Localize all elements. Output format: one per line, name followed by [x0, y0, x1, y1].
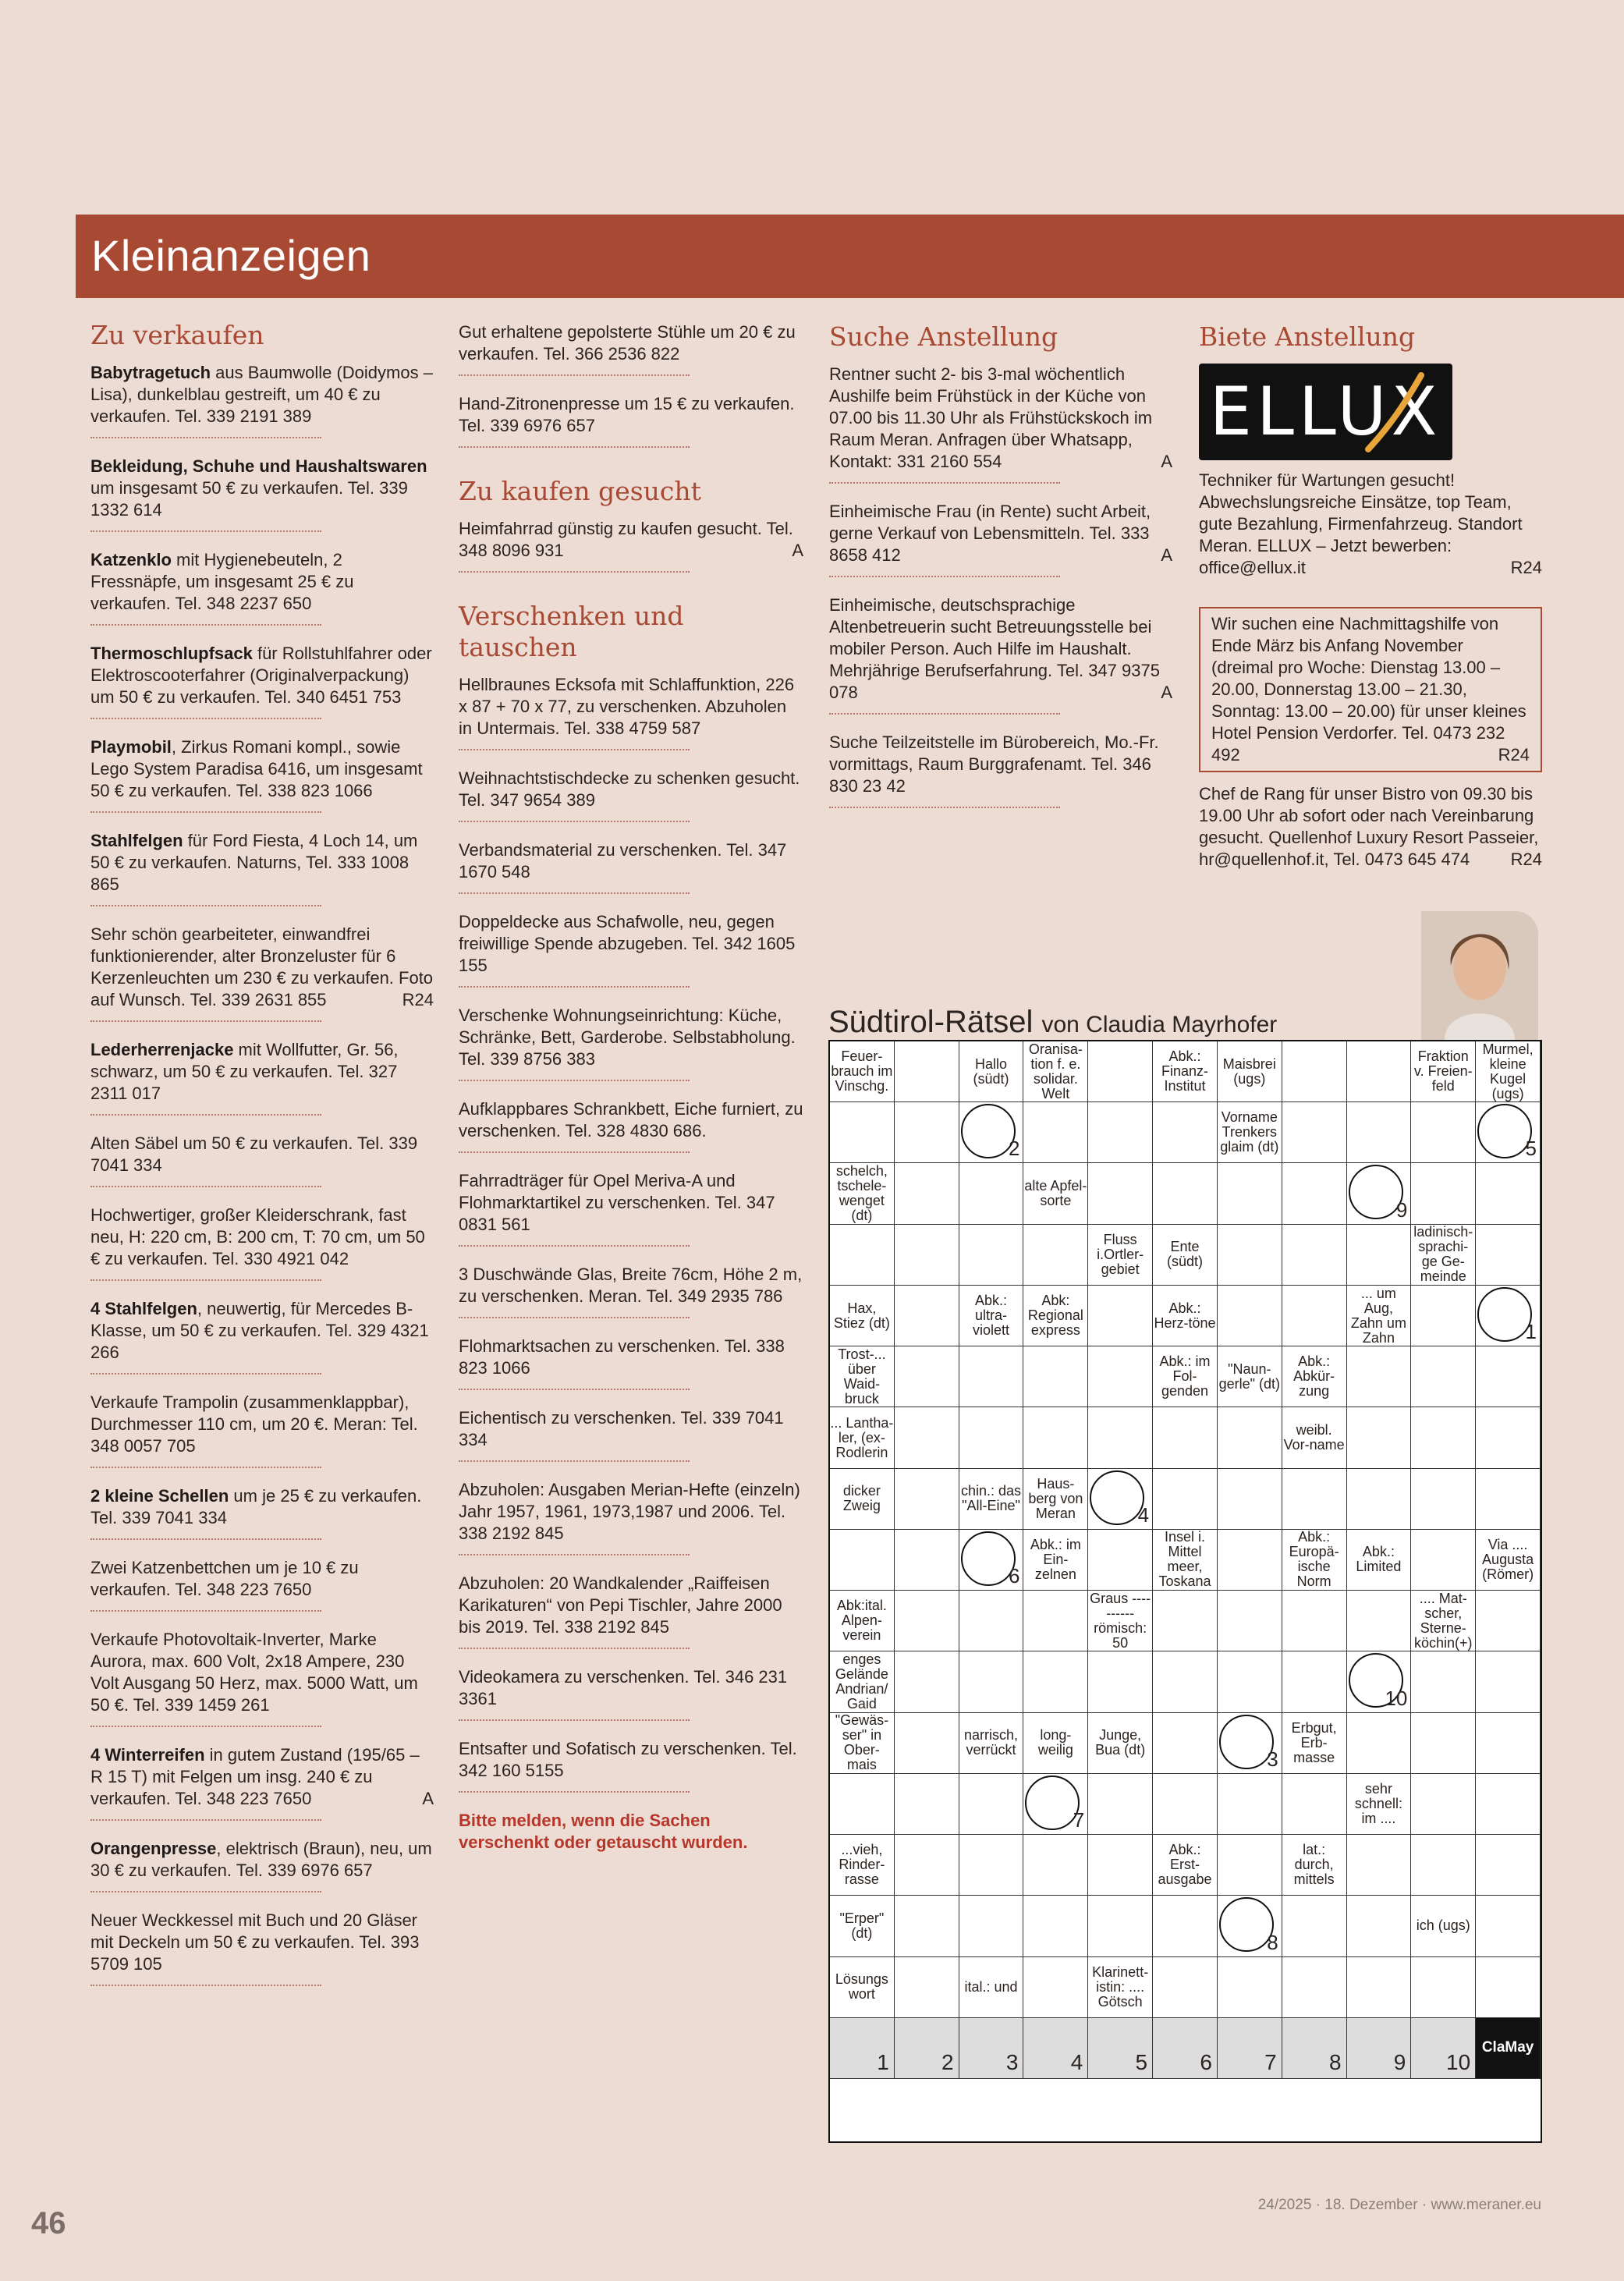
heading-offering-job: Biete Anstellung — [1199, 321, 1416, 352]
classified-ad: Verkaufe Trampolin (zusammenklappbar), Durchmesser 110 cm, um 20 €. Meran: Tel. 348 0057 705 — [90, 1392, 434, 1468]
crossword-clue: ... Lantha-ler, (ex-Rodlerin — [830, 1407, 895, 1468]
solution-index: 6 — [1008, 1564, 1020, 1588]
column-offering-job — [1199, 321, 1542, 899]
crossword-clue: Fluss i.Ortler-gebiet — [1088, 1225, 1153, 1286]
crossword-cell[interactable] — [1411, 1286, 1476, 1346]
crossword-cell[interactable] — [959, 1102, 1024, 1163]
crossword-cell[interactable] — [1088, 1102, 1153, 1163]
classified-ad: Einheimische, deutschsprachige Altenbetreuerin sucht Betreuungsstelle bei mobiler Person. Auch Hilfe im Haushalt. Mehrjährige Berufserfahrung. Tel. 347 9375 078 A — [829, 594, 1172, 715]
crossword-cell[interactable] — [1088, 1896, 1153, 1956]
classified-ad: Verbandsmaterial zu verschenken. Tel. 347 1670 548 — [459, 839, 803, 894]
crossword-cell[interactable] — [895, 1713, 959, 1774]
crossword-cell[interactable] — [1218, 1713, 1282, 1774]
crossword-cell[interactable] — [1218, 1896, 1282, 1956]
crossword-clue: Abk.: im Fol-genden — [1153, 1346, 1218, 1407]
crossword-cell[interactable] — [1218, 1835, 1282, 1896]
giveaway-note: Bitte melden, wenn die Sachen verschenkt oder getauscht wurden. — [459, 1811, 748, 1852]
ad-code: A — [1161, 452, 1172, 471]
crossword-cell[interactable] — [1218, 1469, 1282, 1530]
crossword-cell[interactable] — [1476, 1346, 1541, 1407]
ad-code: A — [1161, 683, 1172, 702]
crossword-cell[interactable] — [1282, 1591, 1347, 1651]
classified-ad: Weihnachtstischdecke zu schenken gesucht. Tel. 347 9654 389 — [459, 768, 803, 822]
crossword-clue: Abk.: Herz-töne — [1153, 1286, 1218, 1346]
crossword-cell[interactable] — [1023, 1835, 1088, 1896]
solution-cell[interactable]: 2 — [895, 2018, 959, 2079]
ad-code: A — [422, 1789, 434, 1808]
solution-index: 10 — [1385, 1686, 1408, 1710]
crossword-clue: "Gewäs-ser" in Ober-mais — [830, 1713, 895, 1774]
classified-ad: Abzuholen: Ausgaben Merian-Hefte (einzeln) Jahr 1957, 1961, 1973,1987 und 2006. Tel. 338 2192 845 — [459, 1479, 803, 1556]
crossword-cell[interactable] — [1023, 1407, 1088, 1468]
crossword-clue: schelch, tschele-wenget (dt) — [830, 1163, 895, 1224]
classified-ad: Sehr schön gearbeiteter, einwandfrei funktionierender, alter Bronzeluster für 6 Kerzenleuchten um 230 € zu verkaufen. Foto auf Wunsch. Tel. 339 2631 855 R24 — [90, 924, 434, 1022]
crossword-cell[interactable] — [959, 1163, 1024, 1224]
column-for-sale — [90, 320, 434, 2003]
classified-ad: 4 Stahlfelgen, neuwertig, für Mercedes B-Klasse, um 50 € zu verkaufen. Tel. 329 4321 266 — [90, 1298, 434, 1375]
crossword-cell[interactable] — [895, 1774, 959, 1835]
classified-ad: Flohmarktsachen zu verschenken. Tel. 338 823 1066 — [459, 1336, 803, 1390]
classified-ad: Einheimische Frau (in Rente) sucht Arbeit, gerne Verkauf von Lebensmitteln. Tel. 333 8658 412 A — [829, 501, 1172, 577]
crossword-clue: Vorname Trenkers glaim (dt) — [1218, 1102, 1282, 1163]
solution-cell[interactable]: 9 — [1347, 2018, 1412, 2079]
crossword-clue: Erbgut, Erb-masse — [1282, 1713, 1347, 1774]
ellux-logo — [1199, 364, 1452, 460]
crossword-cell[interactable] — [1411, 1163, 1476, 1224]
classified-ad: Katzenklo mit Hygienebeuteln, 2 Fressnäpfe, um insgesamt 25 € zu verkaufen. Tel. 348 2237 650 — [90, 549, 434, 626]
crossword-cell[interactable] — [1347, 1713, 1412, 1774]
crossword-cell[interactable] — [1347, 1163, 1412, 1224]
classified-ad: Eichentisch zu verschenken. Tel. 339 7041 334 — [459, 1407, 803, 1462]
crossword-cell[interactable] — [895, 1225, 959, 1286]
crossword-cell[interactable] — [1153, 1774, 1218, 1835]
crossword-cell[interactable] — [1023, 1225, 1088, 1286]
crossword-cell[interactable] — [1282, 1651, 1347, 1712]
crossword-cell[interactable] — [1476, 1651, 1541, 1712]
crossword-cell[interactable] — [959, 1591, 1024, 1651]
crossword-cell[interactable] — [1411, 1102, 1476, 1163]
solution-cell[interactable]: 7 — [1218, 2018, 1282, 2079]
crossword-cell[interactable] — [1088, 1469, 1153, 1530]
crossword-clue: sehr schnell: im .... — [1347, 1774, 1412, 1835]
crossword-clue: enges Gelände Andrian/ Gaid — [830, 1651, 895, 1712]
crossword-clue: Abk.: Limited — [1347, 1530, 1412, 1591]
solution-cell[interactable]: 6 — [1153, 2018, 1218, 2079]
crossword-cell[interactable] — [1153, 1469, 1218, 1530]
solution-cell[interactable]: 5 — [1088, 2018, 1153, 2079]
crossword-cell[interactable] — [959, 1346, 1024, 1407]
solution-index: 5 — [1525, 1137, 1537, 1161]
solution-cell[interactable]: 10 — [1411, 2018, 1476, 2079]
crossword-clue: Abk:ital. Alpen-verein — [830, 1591, 895, 1651]
crossword-clue: Feuer-brauch im Vinschg. — [830, 1041, 895, 1102]
classified-ad: Hochwertiger, großer Kleiderschrank, fast neu, H: 220 cm, B: 200 cm, T: 70 cm, um 50 € zu verkaufen. Tel. 330 4921 042 — [90, 1204, 434, 1281]
crossword-clue: Abk.: ultra-violett — [959, 1286, 1024, 1346]
crossword-cell[interactable] — [830, 1102, 895, 1163]
crossword-cell[interactable] — [1088, 1407, 1153, 1468]
classified-ad: Heimfahrrad günstig zu kaufen gesucht. Tel. 348 8096 931 A — [459, 518, 803, 573]
ad-quellenhof: Chef de Rang für unser Bistro von 09.30 bis 19.00 Uhr ab sofort oder nach Vereinbarung gesucht. Quellenhof Luxury Resort Passeier, hr@quellenhof.it, Tel. 0473 645 474 R24 — [1199, 784, 1542, 869]
crossword-cell[interactable] — [1282, 1896, 1347, 1956]
for-sale-continued — [459, 321, 803, 448]
solution-index: 3 — [1267, 1747, 1278, 1771]
classified-ad: Gut erhaltene gepolsterte Stühle um 20 € zu verkaufen. Tel. 366 2536 822 — [459, 321, 803, 376]
crossword-clue: Abk.: Erst-ausgabe — [1153, 1835, 1218, 1896]
crossword-cell[interactable] — [1411, 1957, 1476, 2018]
crossword-cell[interactable] — [1218, 1957, 1282, 2018]
crossword-cell[interactable] — [1347, 1225, 1412, 1286]
classified-ad: Abzuholen: 20 Wandkalender „Raiffeisen Karikaturen“ von Pepi Tischler, Jahre 2000 bis 2019. Tel. 338 2192 845 — [459, 1573, 803, 1649]
classified-ad: Playmobil, Zirkus Romani kompl., sowie Lego System Paradisa 6416, um insgesamt 50 € zu verkaufen. Tel. 338 823 1066 — [90, 736, 434, 813]
issue-info: 24/2025 · 18. Dezember · www.meraner.eu — [1257, 2197, 1541, 2213]
crossword-cell[interactable] — [1088, 1651, 1153, 1712]
classified-ad: Videokamera zu verschenken. Tel. 346 231 3361 — [459, 1666, 803, 1721]
crossword-cell[interactable] — [1476, 1835, 1541, 1896]
crossword-cell[interactable] — [1347, 1041, 1412, 1102]
crossword-clue: ... um Aug, Zahn um Zahn — [1347, 1286, 1412, 1346]
crossword-clue: Insel i. Mittel meer, Toskana — [1153, 1530, 1218, 1591]
crossword-clue: Abk.: Europä-ische Norm — [1282, 1530, 1347, 1591]
crossword-cell[interactable] — [959, 1407, 1024, 1468]
crossword-clue: Trost-... über Waid-bruck — [830, 1346, 895, 1407]
logo-text: ELLUX — [1209, 373, 1442, 451]
crossword-cell[interactable] — [1023, 1102, 1088, 1163]
classified-ad: Suche Teilzeitstelle im Bürobereich, Mo.-Fr. vormittags, Raum Burggrafenamt. Tel. 346 830 23 42 — [829, 732, 1172, 808]
crossword-cell[interactable] — [830, 1774, 895, 1835]
crossword-cell[interactable] — [895, 1346, 959, 1407]
classified-ad: Aufklappbares Schrankbett, Eiche furniert, zu verschenken. Tel. 328 4830 686. — [459, 1098, 803, 1153]
crossword-clue: Abk.: im Ein-zelnen — [1023, 1530, 1088, 1591]
crossword-cell[interactable] — [1153, 1163, 1218, 1224]
crossword-clue: Graus ---------- römisch: 50 — [1088, 1591, 1153, 1651]
classified-ad: Stahlfelgen für Ford Fiesta, 4 Loch 14, um 50 € zu verkaufen. Naturns, Tel. 333 1008 865 — [90, 830, 434, 906]
classified-ad: Zwei Katzenbettchen um je 10 € zu verkaufen. Tel. 348 223 7650 — [90, 1557, 434, 1612]
for-sale-list — [90, 362, 434, 1986]
circle-marker — [1025, 1775, 1080, 1830]
crossword-clue: Hax, Stiez (dt) — [830, 1286, 895, 1346]
solution-cell[interactable]: 8 — [1282, 2018, 1347, 2079]
solution-cell[interactable]: 1 — [830, 2018, 895, 2079]
crossword-clue: weibl. Vor-name — [1282, 1407, 1347, 1468]
crossword-cell[interactable] — [1476, 1896, 1541, 1956]
crossword-cell[interactable] — [1411, 1835, 1476, 1896]
classified-ad: Orangenpresse, elektrisch (Braun), neu, um 30 € zu verkaufen. Tel. 339 6976 657 — [90, 1838, 434, 1893]
crossword-cell[interactable] — [1347, 1469, 1412, 1530]
solution-index: 7 — [1073, 1808, 1085, 1832]
crossword-cell[interactable] — [895, 1896, 959, 1956]
crossword-cell[interactable] — [1347, 1651, 1412, 1712]
crossword-cell[interactable] — [959, 1225, 1024, 1286]
crossword-cell[interactable] — [1153, 1896, 1218, 1956]
crossword-title: Südtirol-Rätsel von Claudia Mayrhofer — [828, 1005, 1278, 1039]
crossword-cell[interactable] — [895, 1469, 959, 1530]
crossword-cell[interactable] — [1476, 1957, 1541, 2018]
solution-index: 1 — [1525, 1320, 1537, 1344]
crossword-cell[interactable] — [1347, 1346, 1412, 1407]
crossword-clue: Abk.: Abkür-zung — [1282, 1346, 1347, 1407]
crossword-cell[interactable] — [1088, 1041, 1153, 1102]
circle-marker — [961, 1104, 1016, 1158]
crossword-cell[interactable] — [1411, 1469, 1476, 1530]
classified-ad: Entsafter und Sofatisch zu verschenken. Tel. 342 160 5155 — [459, 1738, 803, 1793]
ad-ellux: Techniker für Wartungen gesucht! Abwechslungsreiche Einsätze, top Team, gute Bezahlung, Firmenfahrzeug. Standort Meran. ELLUX – Jetzt bewerben: office@ellux.it R24 — [1199, 470, 1542, 577]
crossword-cell[interactable] — [1282, 1957, 1347, 2018]
column-seeking-job — [829, 321, 1172, 825]
crossword-cell[interactable] — [895, 1957, 959, 2018]
crossword-clue: narrisch, verrückt — [959, 1713, 1024, 1774]
crossword-cell[interactable] — [1218, 1163, 1282, 1224]
heading-for-sale: Zu verkaufen — [90, 320, 264, 350]
crossword-cell[interactable] — [959, 1530, 1024, 1591]
crossword-clue: Hallo (südt) — [959, 1041, 1024, 1102]
page-number: 46 — [31, 2206, 66, 2240]
crossword-cell[interactable] — [1023, 1957, 1088, 2018]
crossword-cell[interactable] — [1218, 1407, 1282, 1468]
classified-ad: Rentner sucht 2- bis 3-mal wöchentlich Aushilfe beim Frühstück in der Küche von 07.00 bis 11.30 Uhr als Frühstückskoch im Raum Meran. Anfragen über Whatsapp, Kontakt: 331 2160 554 A — [829, 364, 1172, 484]
crossword-cell[interactable] — [830, 1225, 895, 1286]
crossword-clue: Abk: Regional express — [1023, 1286, 1088, 1346]
crossword-cell[interactable] — [1347, 1835, 1412, 1896]
solution-cell[interactable]: 4 — [1023, 2018, 1088, 2079]
crossword-cell[interactable] — [1476, 1102, 1541, 1163]
crossword-clue: "Naun-gerle" (dt) — [1218, 1346, 1282, 1407]
author-photo — [1421, 911, 1538, 1040]
crossword-cell[interactable] — [830, 1530, 895, 1591]
ad-code: A — [792, 541, 803, 560]
crossword-cell[interactable] — [895, 1591, 959, 1651]
crossword-cell[interactable] — [959, 1896, 1024, 1956]
ad-verdorfer: Wir suchen eine Nachmittagshilfe von Ende März bis Anfang November (dreimal pro Woche: Dienstag 13.00 – 20.00, Donnerstag 13.00 – 21.30, Sonntag: 13.00 – 20.00) für unser kleines Hotel Pension Verdorfer. Tel. 0473 232 492 R24 — [1199, 607, 1542, 772]
crossword-cell[interactable] — [1153, 1407, 1218, 1468]
classified-ad: Bekleidung, Schuhe und Haushaltswaren um insgesamt 50 € zu verkaufen. Tel. 339 1332 614 — [90, 456, 434, 532]
crossword-clue: Junge, Bua (dt) — [1088, 1713, 1153, 1774]
crossword-cell[interactable] — [1088, 1774, 1153, 1835]
crossword-cell[interactable] — [1476, 1225, 1541, 1286]
crossword-clue: lat.: durch, mittels — [1282, 1835, 1347, 1896]
crossword-cell[interactable] — [1476, 1774, 1541, 1835]
circle-marker — [1090, 1470, 1144, 1525]
crossword-cell[interactable] — [1218, 1651, 1282, 1712]
crossword-clue: Murmel, kleine Kugel (ugs) — [1476, 1041, 1541, 1102]
crossword-cell[interactable] — [1411, 1713, 1476, 1774]
solution-index: 8 — [1267, 1930, 1278, 1954]
heading-giveaway: Verschenken und tauschen — [459, 601, 684, 662]
classified-ad: Hellbraunes Ecksofa mit Schlaffunktion, 226 x 87 + 70 x 77, zu verschenken. Abzuholen in Untermais. Tel. 338 4759 587 — [459, 674, 803, 750]
crossword-clue: alte Apfel-sorte — [1023, 1163, 1088, 1224]
solution-cell[interactable]: 3 — [959, 2018, 1024, 2079]
crossword-cell[interactable] — [1476, 1407, 1541, 1468]
crossword-cell[interactable] — [1088, 1835, 1153, 1896]
crossword-cell[interactable] — [1153, 1651, 1218, 1712]
crossword-clue: Oranisa-tion f. e. solidar. Welt — [1023, 1041, 1088, 1102]
crossword-cell[interactable] — [1282, 1774, 1347, 1835]
crossword-cell[interactable] — [1411, 1774, 1476, 1835]
circle-marker — [1477, 1104, 1532, 1158]
crossword-cell[interactable] — [959, 1835, 1024, 1896]
crossword-cell[interactable] — [1088, 1346, 1153, 1407]
circle-marker — [1219, 1715, 1274, 1769]
crossword-grid — [828, 1040, 1542, 2143]
crossword-cell[interactable] — [1347, 1102, 1412, 1163]
swoosh-icon — [1359, 371, 1429, 453]
crossword-cell[interactable] — [1476, 1713, 1541, 1774]
solution-index: 4 — [1137, 1502, 1150, 1527]
crossword-cell[interactable] — [1023, 1774, 1088, 1835]
crossword-clue: Fraktion v. Freien-feld — [1411, 1041, 1476, 1102]
circle-marker — [1477, 1287, 1532, 1342]
crossword-clue: ladinisch-sprachi-ge Ge-meinde — [1411, 1225, 1476, 1286]
column-misc — [459, 321, 803, 1854]
classified-ad: 2 kleine Schellen um je 25 € zu verkaufen. Tel. 339 7041 334 — [90, 1485, 434, 1540]
crossword-cell[interactable] — [1347, 1957, 1412, 2018]
crossword-cell[interactable] — [1023, 1896, 1088, 1956]
crossword-cell[interactable] — [1282, 1041, 1347, 1102]
crossword-cell[interactable] — [1218, 1225, 1282, 1286]
crossword-cell[interactable] — [1282, 1469, 1347, 1530]
crossword-cell[interactable] — [1153, 1713, 1218, 1774]
crossword-clue: "Erper" (dt) — [830, 1896, 895, 1956]
crossword-cell[interactable] — [1476, 1286, 1541, 1346]
circle-marker — [1349, 1165, 1403, 1219]
giveaway-list — [459, 674, 803, 1793]
crossword-cell[interactable] — [1347, 1591, 1412, 1651]
heading-wanted: Zu kaufen gesucht — [459, 476, 701, 506]
crossword-cell[interactable] — [1218, 1530, 1282, 1591]
crossword-clue: Lösungs wort — [830, 1957, 895, 2018]
crossword-cell[interactable] — [959, 1774, 1024, 1835]
portrait-icon — [1421, 911, 1538, 1040]
classified-ad: Neuer Weckkessel mit Buch und 20 Gläser mit Deckeln um 50 € zu verkaufen. Tel. 393 5709 105 — [90, 1910, 434, 1986]
crossword-cell[interactable] — [1411, 1651, 1476, 1712]
crossword-cell[interactable] — [1153, 1591, 1218, 1651]
crossword-cell[interactable] — [1023, 1591, 1088, 1651]
crossword-cell[interactable] — [895, 1835, 959, 1896]
crossword-cell[interactable] — [895, 1407, 959, 1468]
crossword-cell[interactable] — [1153, 1102, 1218, 1163]
solution-index: 2 — [1008, 1137, 1020, 1161]
crossword-cell[interactable] — [1088, 1530, 1153, 1591]
crossword-cell[interactable] — [1411, 1530, 1476, 1591]
crossword-clue: long-weilig — [1023, 1713, 1088, 1774]
crossword-cell[interactable] — [1476, 1163, 1541, 1224]
crossword-cell[interactable] — [959, 1651, 1024, 1712]
section-title: Kleinanzeigen — [91, 231, 371, 280]
classified-ad: Verkaufe Photovoltaik-Inverter, Marke Aurora, max. 600 Volt, 2x18 Ampere, 230 Volt Ausgang 50 Herz, max. 5000 Watt, um 50 €. Tel. 339 1459 261 — [90, 1629, 434, 1727]
classified-ad: 3 Duschwände Glas, Breite 76cm, Höhe 2 m, zu verschenken. Meran. Tel. 349 2935 786 — [459, 1264, 803, 1318]
crossword-clue: ...vieh, Rinder-rasse — [830, 1835, 895, 1896]
classified-ad: Verschenke Wohnungseinrichtung: Küche, Schränke, Bett, Garderobe. Selbstabholung. Tel. 339 8756 383 — [459, 1005, 803, 1081]
crossword-clue: ital.: und — [959, 1957, 1024, 2018]
classified-ad: Babytragetuch aus Baumwolle (Doidymos – Lisa), dunkelblau gestreift, um 40 € zu verkaufen. Tel. 339 2191 389 — [90, 362, 434, 438]
crossword-cell[interactable] — [1411, 1407, 1476, 1468]
crossword-cell[interactable] — [1088, 1286, 1153, 1346]
crossword-cell[interactable] — [1218, 1591, 1282, 1651]
crossword-clue: Abk.: Finanz-Institut — [1153, 1041, 1218, 1102]
crossword-cell[interactable] — [1023, 1346, 1088, 1407]
crossword-clue: Ente (südt) — [1153, 1225, 1218, 1286]
ad-code: R24 — [402, 990, 434, 1009]
crossword-cell[interactable] — [1476, 1469, 1541, 1530]
classified-ad: Hand-Zitronenpresse um 15 € zu verkaufen. Tel. 339 6976 657 — [459, 393, 803, 448]
circle-marker — [1219, 1897, 1274, 1952]
brand-label: ClaMay — [1476, 2018, 1541, 2079]
seeking-job-list — [829, 364, 1172, 808]
classified-ad: Thermoschlupfsack für Rollstuhlfahrer oder Elektroscooterfahrer (Originalverpackung) um 50 € zu verkaufen. Tel. 340 6451 753 — [90, 643, 434, 719]
crossword-cell[interactable] — [1153, 1957, 1218, 2018]
crossword-cell[interactable] — [1282, 1286, 1347, 1346]
classified-ad: 4 Winterreifen in gutem Zustand (195/65 – R 15 T) mit Felgen um insg. 240 € zu verkaufen. Tel. 348 223 7650 A — [90, 1744, 434, 1821]
crossword-cell[interactable] — [1347, 1896, 1412, 1956]
circle-marker — [961, 1531, 1016, 1586]
crossword-cell[interactable] — [895, 1651, 959, 1712]
heading-seeking-job: Suche Anstellung — [829, 321, 1058, 352]
classified-ad: Alten Säbel um 50 € zu verkaufen. Tel. 339 7041 334 — [90, 1133, 434, 1187]
wanted-list — [459, 518, 803, 573]
crossword-clue: chin.: das "All-Eine" — [959, 1469, 1024, 1530]
crossword-clue: Maisbrei (ugs) — [1218, 1041, 1282, 1102]
crossword-clue: Klarinett-istin: .... Götsch — [1088, 1957, 1153, 2018]
crossword-cell[interactable] — [1282, 1163, 1347, 1224]
crossword-cell[interactable] — [895, 1286, 959, 1346]
crossword-clue: ich (ugs) — [1411, 1896, 1476, 1956]
classified-ad: Doppeldecke aus Schafwolle, neu, gegen freiwillige Spende abzugeben. Tel. 342 1605 155 — [459, 911, 803, 988]
crossword-cell[interactable] — [1282, 1102, 1347, 1163]
crossword-cell[interactable] — [1218, 1286, 1282, 1346]
ad-code: A — [1161, 545, 1172, 565]
crossword-cell[interactable] — [895, 1102, 959, 1163]
crossword-clue: .... Mat-scher, Sterne-köchin(+) — [1411, 1591, 1476, 1651]
section-banner — [76, 215, 1624, 298]
crossword-clue: Via .... Augusta (Römer) — [1476, 1530, 1541, 1591]
classified-ad: Fahrradträger für Opel Meriva-A und Flohmarktartikel zu verschenken. Tel. 347 0831 561 — [459, 1170, 803, 1247]
crossword-cell[interactable] — [1347, 1407, 1412, 1468]
classified-ad: Lederherrenjacke mit Wollfutter, Gr. 56, schwarz, um 50 € zu verkaufen. Tel. 327 2311 017 — [90, 1039, 434, 1116]
crossword-cell[interactable] — [1088, 1163, 1153, 1224]
crossword-cell[interactable] — [1411, 1346, 1476, 1407]
crossword-cell[interactable] — [895, 1163, 959, 1224]
crossword-clue: dicker Zweig — [830, 1469, 895, 1530]
crossword-cell[interactable] — [1476, 1591, 1541, 1651]
crossword-cell[interactable] — [1218, 1774, 1282, 1835]
solution-index: 9 — [1395, 1197, 1408, 1222]
crossword-cell[interactable] — [895, 1530, 959, 1591]
crossword-cell[interactable] — [895, 1041, 959, 1102]
crossword-clue: Haus-berg von Meran — [1023, 1469, 1088, 1530]
crossword-cell[interactable] — [1023, 1651, 1088, 1712]
crossword-cell[interactable] — [1282, 1225, 1347, 1286]
